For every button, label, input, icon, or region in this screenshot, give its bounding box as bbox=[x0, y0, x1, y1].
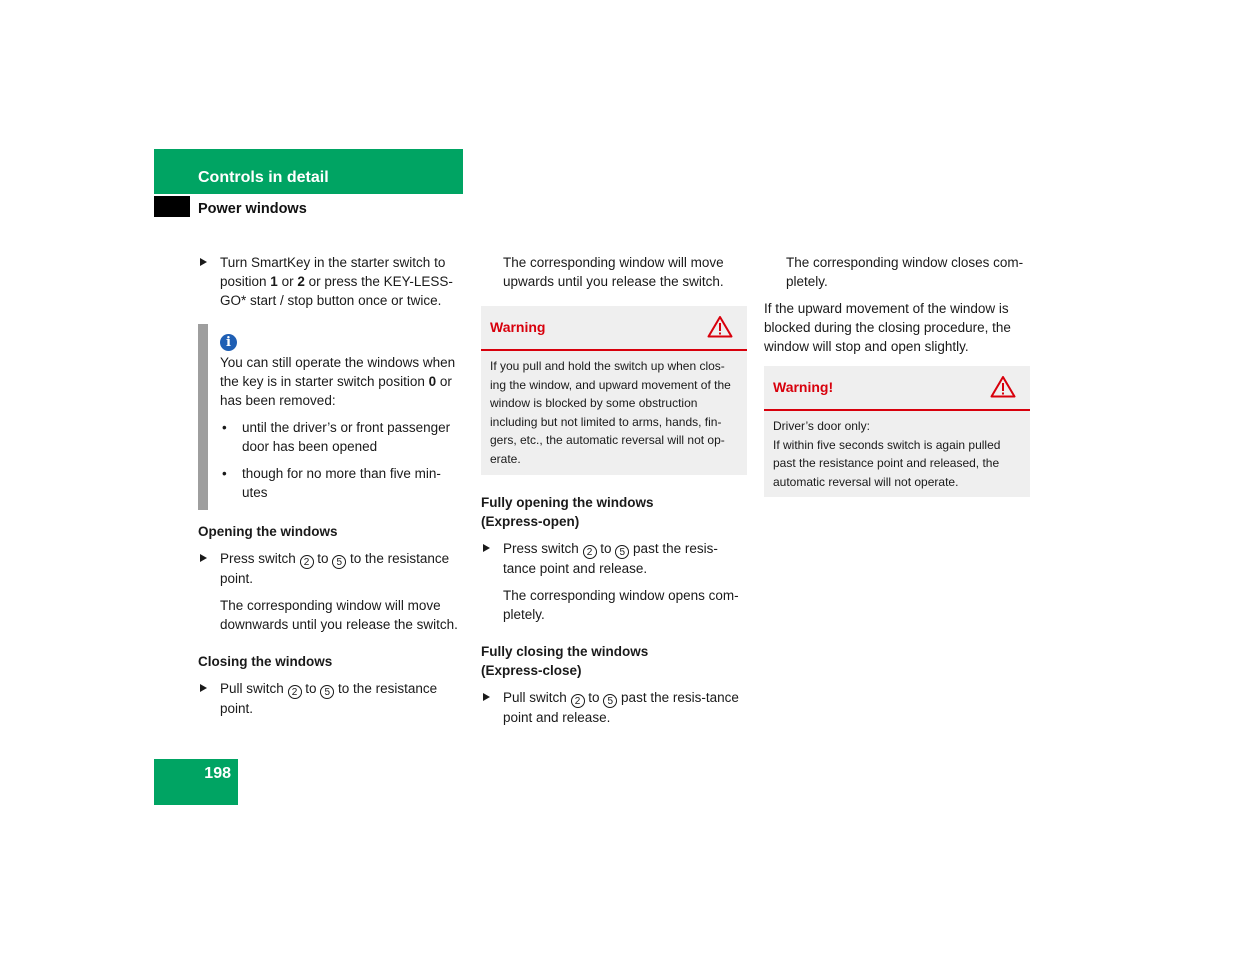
info-icon: i bbox=[220, 332, 464, 351]
step-turn-key bbox=[198, 253, 464, 310]
switch-number-icon: 5 bbox=[603, 694, 617, 708]
switch-number-icon: 2 bbox=[583, 545, 597, 559]
opening-result: The corresponding window will move downwards until you release the switch. bbox=[220, 598, 458, 632]
step-arrow-icon bbox=[200, 258, 207, 266]
express-open-heading: Fully opening the windows (Express-open) bbox=[481, 494, 654, 529]
warning-title: Warning bbox=[490, 319, 546, 335]
step-arrow-icon bbox=[483, 693, 490, 701]
switch-number-icon: 2 bbox=[300, 555, 314, 569]
warning-triangle-icon bbox=[707, 315, 733, 338]
blocked-note: If the upward movement of the window is blocked during the closing procedure, the window will stop and open slightly. bbox=[764, 301, 1011, 354]
express-close-heading: Fully closing the windows (Express-close) bbox=[481, 643, 649, 678]
info-bullet-2: • though for no more than five min-utes bbox=[222, 466, 441, 500]
warning-title: Warning! bbox=[773, 379, 834, 395]
page-number: 198 bbox=[204, 765, 231, 782]
warning-text-line1: Driver’s door only: bbox=[773, 419, 870, 433]
key-position-2: 2 bbox=[297, 274, 305, 289]
express-open-result: The corresponding window opens com-pletely. bbox=[503, 587, 739, 622]
section-title: Controls in detail bbox=[198, 169, 329, 186]
step-text: or bbox=[277, 274, 298, 289]
switch-number-icon: 2 bbox=[288, 685, 302, 699]
step-arrow-icon bbox=[200, 554, 207, 562]
switch-number-icon: 2 bbox=[571, 694, 585, 708]
info-bar bbox=[198, 324, 208, 510]
step-pull-switch-express: Pull switch 2 to 5 past the resis-tance point and release. bbox=[481, 688, 747, 727]
warning-body bbox=[764, 411, 1030, 497]
info-bullet-1: • until the driver’s or front passenger door has been opened bbox=[222, 420, 451, 454]
express-close-result: The corresponding window closes com-pletely. bbox=[786, 255, 1024, 289]
step-arrow-icon bbox=[200, 684, 207, 692]
opening-heading: Opening the windows bbox=[198, 524, 338, 539]
column-1 bbox=[198, 253, 464, 718]
step-text: or press the KEY-LESS-GO* start / stop button once or twice. bbox=[220, 274, 453, 308]
subsection-title: Power windows bbox=[198, 201, 307, 217]
step-arrow-icon bbox=[483, 544, 490, 552]
warning-text: If you pull and hold the switch up when clos-ing the window, and upward movement of the window is blocked by some obstruction including but not limited to arms, hands, fin-gers, etc., the automatic reversal will not op-erate. bbox=[490, 359, 731, 466]
step-pull-switch: Pull switch 2 to 5 to the resistance point. bbox=[198, 679, 464, 718]
info-note bbox=[198, 330, 464, 502]
switch-number-icon: 5 bbox=[332, 555, 346, 569]
switch-number-icon: 5 bbox=[320, 685, 334, 699]
warning-text-line2: If within five seconds switch is again pulled past the resistance point and released, the automatic reversal will not operate. bbox=[773, 437, 1001, 489]
key-position-1: 1 bbox=[270, 274, 278, 289]
warning-header bbox=[764, 366, 1030, 411]
warning-triangle-icon bbox=[990, 375, 1016, 398]
warning-box-driver bbox=[764, 366, 1030, 497]
step-press-switch: Press switch 2 to 5 to the resistance point. bbox=[198, 549, 464, 588]
warning-header bbox=[481, 306, 747, 351]
step-press-switch-express: Press switch 2 to 5 past the resis-tance point and release. bbox=[481, 539, 747, 578]
warning-body bbox=[481, 351, 747, 475]
column-3 bbox=[764, 253, 1030, 497]
switch-number-icon: 5 bbox=[615, 545, 629, 559]
info-text: You can still operate the windows when the key is in starter switch position 0 or has been removed: bbox=[220, 355, 456, 408]
column-2 bbox=[481, 253, 747, 727]
closing-result: The corresponding window will move upwards until you release the switch. bbox=[503, 255, 724, 289]
step-text: Turn SmartKey in the starter switch to position bbox=[220, 255, 446, 289]
warning-box bbox=[481, 306, 747, 475]
closing-heading: Closing the windows bbox=[198, 654, 333, 669]
subsection-marker bbox=[154, 196, 190, 217]
